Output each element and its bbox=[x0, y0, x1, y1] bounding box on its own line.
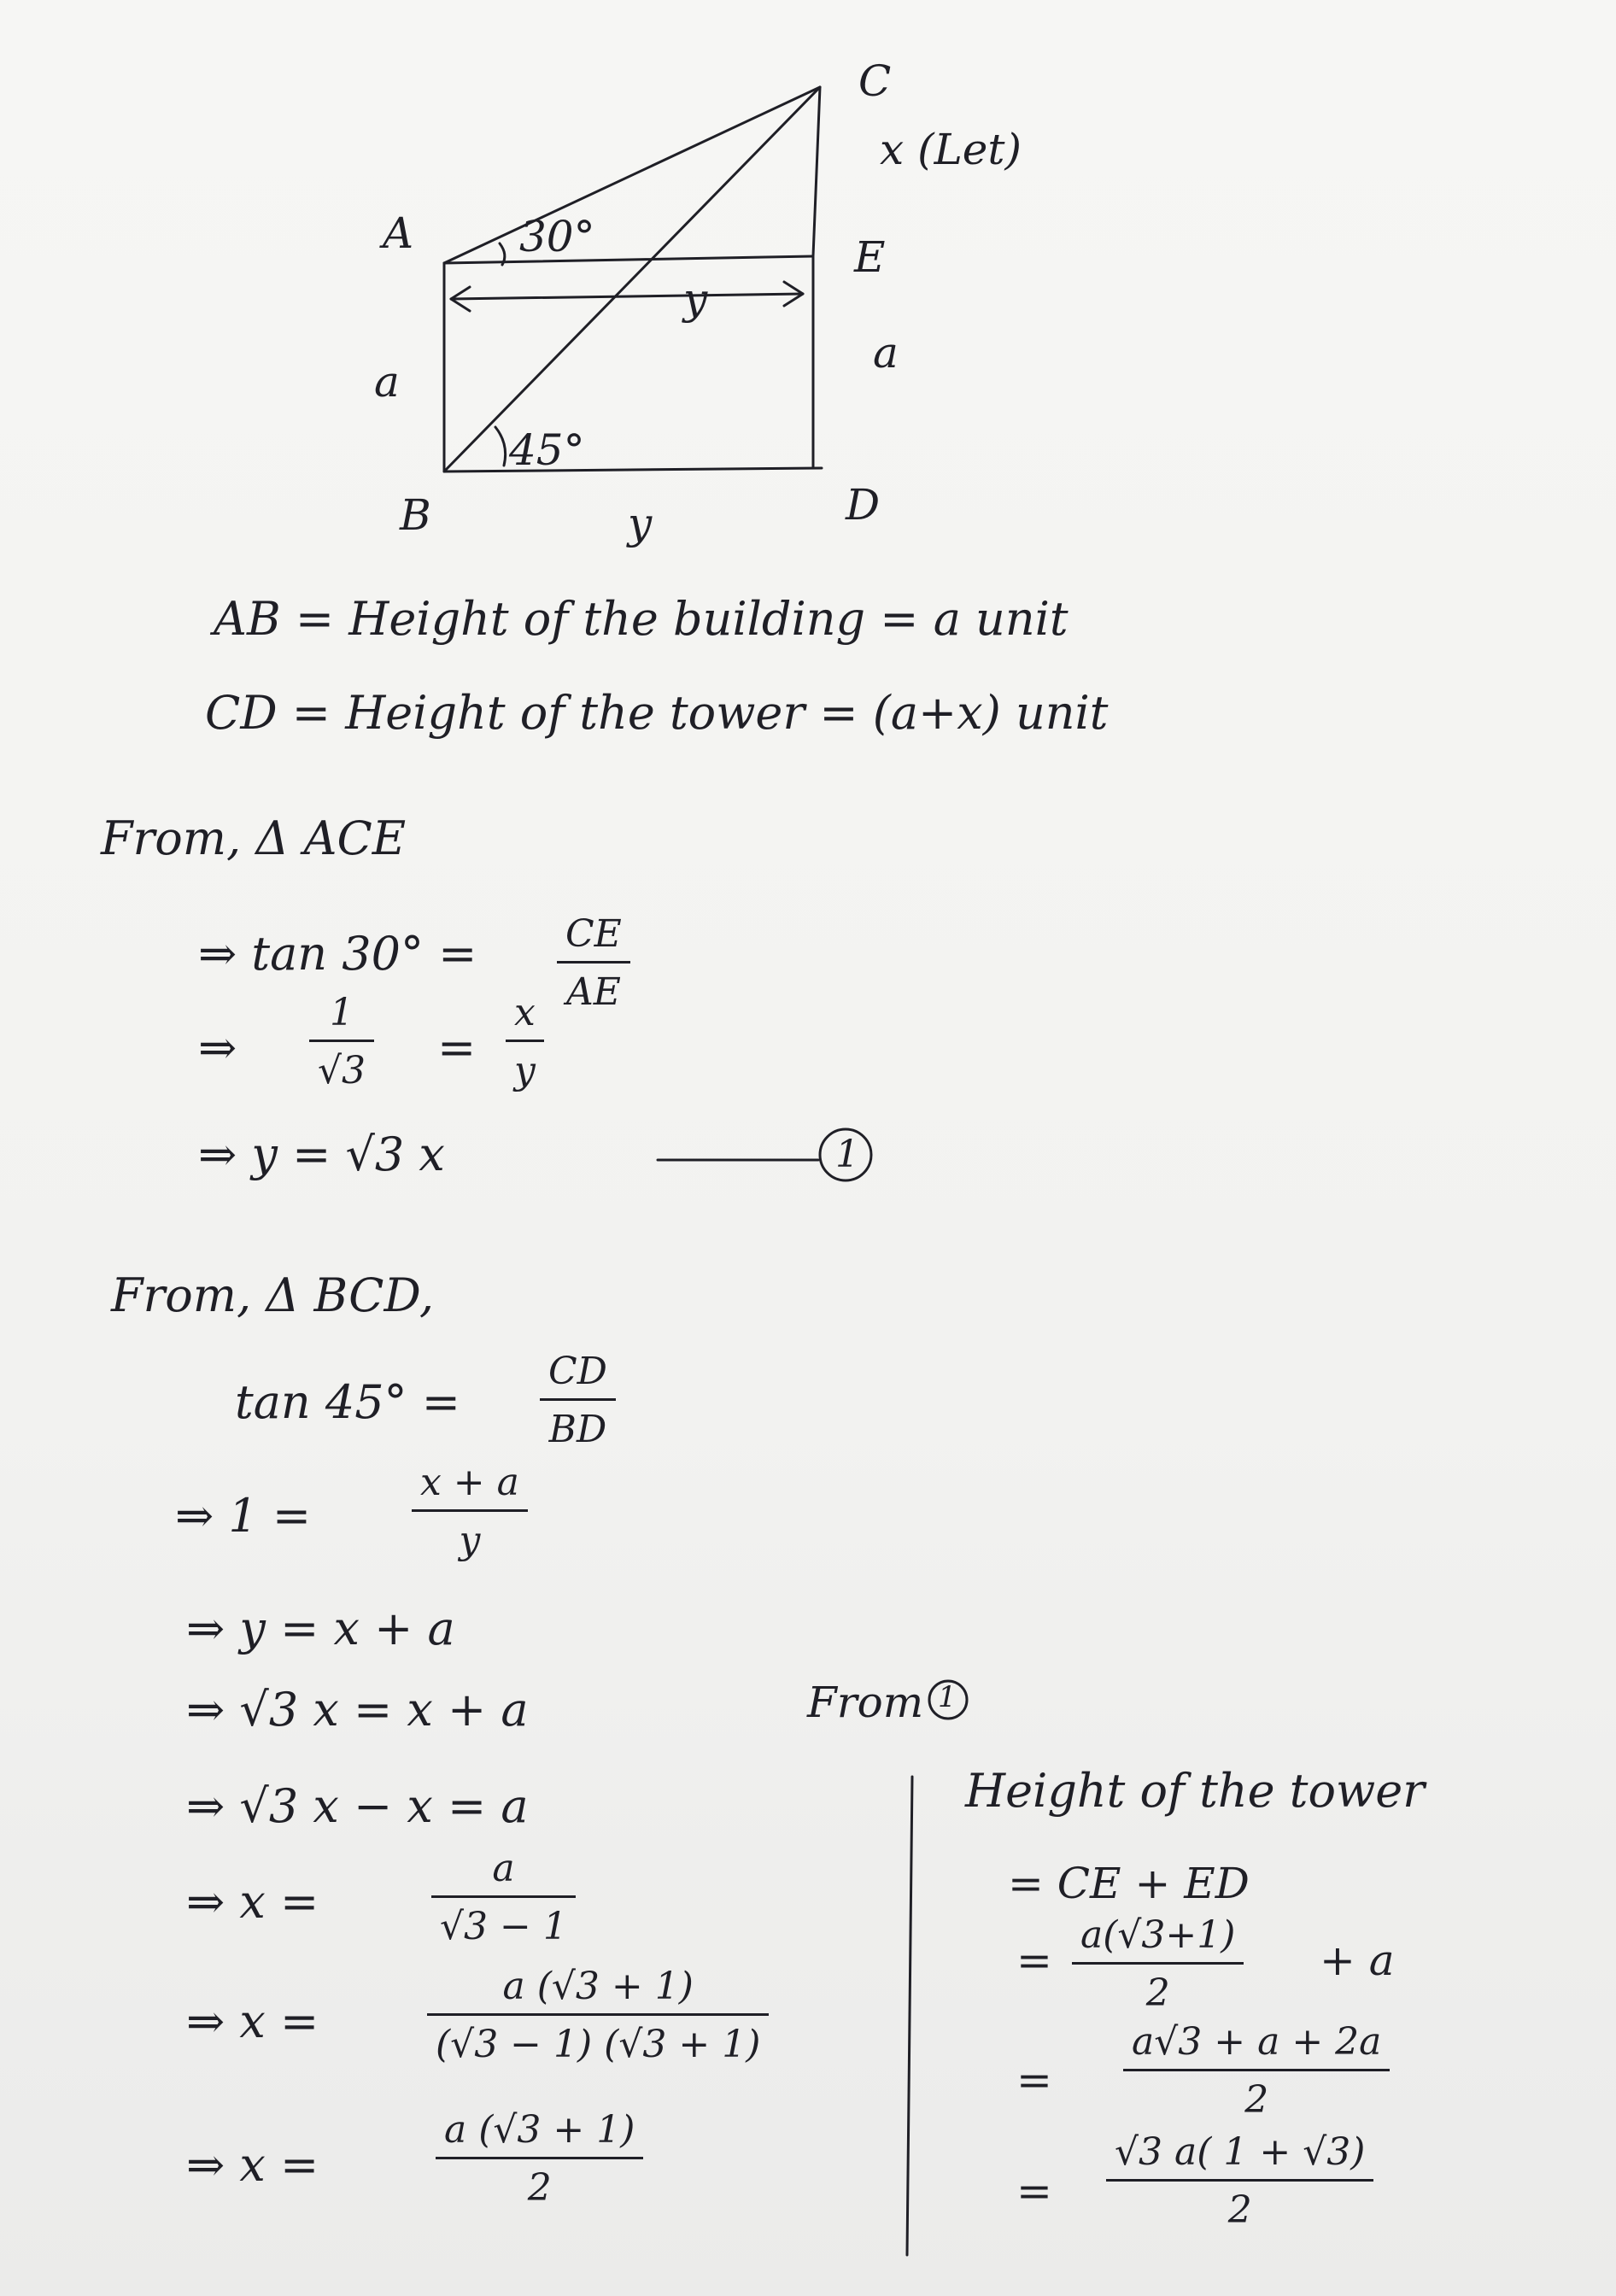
part2-step8-lhs: ⇒ x = bbox=[186, 2138, 319, 2192]
tower-line2-num: a(√3+1) bbox=[1080, 1913, 1236, 1957]
part2-step4: ⇒ √3 x = x + a bbox=[186, 1683, 529, 1737]
tower-line2-den: 2 bbox=[1072, 1962, 1244, 2015]
part2-step6-den: √3 − 1 bbox=[431, 1895, 576, 1948]
tower-line3-eq: = bbox=[1016, 2055, 1052, 2105]
part1-step1-num: CE bbox=[565, 912, 622, 956]
line-CE bbox=[813, 87, 820, 256]
part1-step2-rfraction bbox=[506, 991, 544, 1092]
given-tower-height: CD = Height of the tower = (a+x) unit bbox=[205, 686, 1109, 740]
label-y-mid: y bbox=[683, 274, 708, 324]
label-a-left: a bbox=[374, 357, 400, 407]
part2-step1-lhs: tan 45° = bbox=[235, 1375, 460, 1429]
tower-line3-num: a√3 + a + 2a bbox=[1132, 2020, 1382, 2064]
tower-line4-num: √3 a( 1 + √3) bbox=[1115, 2130, 1366, 2174]
label-a-right: a bbox=[873, 328, 899, 378]
part2-step2-fraction bbox=[412, 1461, 528, 1562]
tower-line2-eq: = bbox=[1016, 1936, 1052, 1985]
part2-step1-fraction bbox=[540, 1350, 616, 1451]
part2-step5: ⇒ √3 x − x = a bbox=[186, 1779, 529, 1833]
part2-step2-lhs: ⇒ 1 = bbox=[175, 1489, 312, 1543]
eq-ref-number-1: 1 bbox=[835, 1133, 859, 1176]
label-D: D bbox=[846, 480, 881, 530]
line-BC bbox=[444, 87, 820, 475]
part2-step7-lhs: ⇒ x = bbox=[186, 1994, 319, 2048]
part2-step8-den: 2 bbox=[436, 2157, 643, 2210]
tower-line1: = CE + ED bbox=[1008, 1859, 1250, 1908]
tower-title: Height of the tower bbox=[965, 1764, 1425, 1818]
vertical-divider bbox=[907, 1777, 912, 2255]
part1-step2-den: √3 bbox=[309, 1040, 374, 1092]
part1-step3: ⇒ y = √3 x bbox=[198, 1128, 445, 1181]
part2-step3: ⇒ y = x + a bbox=[186, 1602, 455, 1655]
part2-step4-note: From bbox=[807, 1678, 924, 1727]
tower-line3-fraction bbox=[1123, 2020, 1390, 2122]
angle-arc-45 bbox=[495, 427, 506, 466]
label-y-bottom: y bbox=[628, 499, 653, 548]
part1-step2-rnum: x bbox=[514, 991, 536, 1034]
part1-step2-lfraction bbox=[309, 991, 374, 1092]
tower-line4-eq: = bbox=[1016, 2166, 1052, 2216]
tower-line2-tail: + a bbox=[1320, 1936, 1395, 1985]
part1-step2-num: 1 bbox=[330, 991, 354, 1034]
part2-step8-fraction bbox=[436, 2108, 643, 2210]
part2-step7-num: a (√3 + 1) bbox=[502, 1965, 694, 2008]
tower-line4-den: 2 bbox=[1106, 2179, 1373, 2232]
label-A: A bbox=[383, 208, 414, 258]
tower-line4-fraction bbox=[1106, 2130, 1373, 2232]
part2-step8-num: a (√3 + 1) bbox=[444, 2108, 635, 2152]
part1-heading: From, Δ ACE bbox=[101, 811, 407, 865]
part2-step7-den: (√3 − 1) (√3 + 1) bbox=[427, 2013, 769, 2066]
tower-line2-fraction bbox=[1072, 1913, 1244, 2015]
part1-step1-den: AE bbox=[557, 961, 630, 1014]
line-AC bbox=[444, 87, 820, 263]
label-E: E bbox=[854, 232, 886, 282]
part2-step2-num: x + a bbox=[420, 1461, 519, 1504]
line-AE bbox=[444, 256, 813, 263]
part2-step1-num: CD bbox=[548, 1350, 607, 1393]
part1-step2-rden: y bbox=[506, 1040, 544, 1092]
part2-step6-num: a bbox=[492, 1847, 515, 1890]
part1-step2-arrow: ⇒ bbox=[198, 1021, 237, 1075]
label-angle-30: 30° bbox=[519, 212, 595, 261]
label-x-let: x (Let) bbox=[880, 125, 1022, 174]
dimension-arrow-y bbox=[451, 294, 803, 299]
eq-ref-number-2: 1 bbox=[938, 1680, 957, 1714]
part1-step1-lhs: ⇒ tan 30° = bbox=[198, 927, 477, 981]
label-angle-45: 45° bbox=[509, 425, 585, 475]
part2-step6-lhs: ⇒ x = bbox=[186, 1875, 319, 1929]
part1-step2-eq: = bbox=[437, 1021, 477, 1075]
label-B: B bbox=[400, 490, 431, 540]
label-C: C bbox=[858, 56, 892, 106]
part2-step2-den: y bbox=[412, 1509, 528, 1562]
line-BD bbox=[444, 468, 822, 472]
part2-step1-den: BD bbox=[540, 1398, 616, 1451]
part2-step7-fraction bbox=[427, 1965, 769, 2066]
given-building-height: AB = Height of the building = a unit bbox=[214, 592, 1069, 646]
part2-step6-fraction bbox=[431, 1847, 576, 1948]
tower-line3-den: 2 bbox=[1123, 2069, 1390, 2122]
part2-heading: From, Δ BCD, bbox=[111, 1268, 435, 1322]
part1-step1-fraction bbox=[557, 912, 630, 1014]
